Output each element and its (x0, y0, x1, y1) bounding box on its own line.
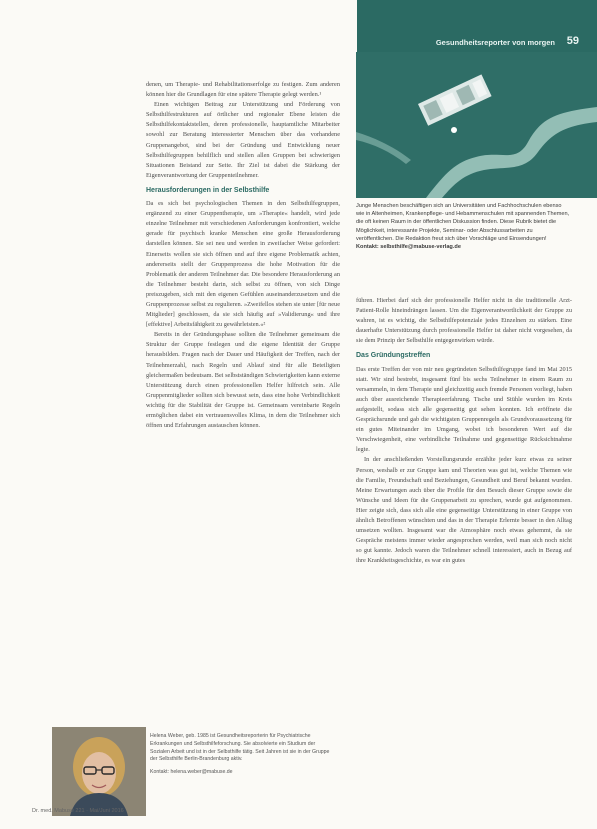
aerial-map-image (356, 52, 597, 198)
map-illustration (356, 52, 597, 198)
page-number: 59 (566, 35, 579, 47)
author-bio-text: Helena Weber, geb. 1985 ist Gesundheitsreporterin für Psychiatrische Erkrankungen und Selbsthilfeforschung. Sie absolvierte ein Studium der Sozialen Arbeit und ist in der Selbsthilfe tätig. Seit Jahren ist sie in der Gruppe der Selbsthilfe Berlin-Brandenburg aktiv. (150, 733, 330, 763)
paragraph: Das erste Treffen der von mir neu gegründeten Selbsthilfegruppe fand im Mai 2015 statt. Wir sind bestrebt, insgesamt fünf bis sechs Teilnehmer in einem Raum zu versammeln, in dem Therapie und gleichzeitig auch fremde Personen vorliegt, haben auch über ausreichende Therapieerfahrung. Tische und Stühle wurden im Kreis aufgestellt, sodass sich alle gegenseitig gut sehen konnten. Ich eröffnete die Gesprächsrunde und gab die wichtigsten Gruppenregeln als Grundvoraussetzung für ein gutes Miteinander im Umgang, wobei ich besonderen Wert auf die Verschwiegenheit, eine verbindliche Teilnahme und gegenseitige Rücksichtnahme legte. (356, 365, 572, 454)
header-band (357, 0, 597, 60)
paragraph: führen. Hierbei darf sich der professionelle Helfer nicht in die traditionelle Arzt-Patient-Rolle hineindrängen lassen. Um die Eigenverantwortlichkeit der Gruppe zu wahren, ist es wichtig, die Selbsthilfepotenziale jedes Einzelnen zu stärken. Eine dauerhafte Unterstützung durch professionelle Helfer ist daher nicht vorgesehen, da sie dem Prinzip der Selbsthilfe entgegenwirken würde. (356, 297, 572, 345)
page-footer: Dr. med. Mabuse 221 · Mai/Juni 2016 (32, 808, 124, 814)
paragraph: In der anschließenden Vorstellungsrunde erzählte jeder kurz etwas zu seiner Person, weshalb er zur Gruppe kam und Theorien was gut ist, welche Themen wie die Familie, Freundschaft und Beziehungen, Gesundheit und Beruf bekannt wurden. Meine Erwartungen auch über die Profile für den Besuch dieser Gruppe sowie die Wünsche und Ideen für die Gruppenarbeit zu sprechen, wurde gut aufgenommen. Hier zeigte sich, dass sich alle eine gegenseitige Unterstützung in einer Gruppe von ähnlich Betroffenen wünschten und das in der Therapie Erlernte besser in den Alltag umsetzen wollten. Insgesamt war die Atmosphäre noch etwas gehemmt, da sie Gespräche meistens immer wieder angesprochen werden, weil man sich noch nicht so gut kannte. Jedoch waren die Teilnehmer schnell interessiert, auch in Bezug auf ihre Krankheitsgeschichte, es war ein gutes (356, 456, 572, 565)
author-photo (52, 727, 146, 816)
caption-text: Junge Menschen beschäftigen sich an Universitäten und Fachhochschulen ebenso wie in Altenheimen, Krankenpflege- und Hebammenschulen mit spannenden Themen, die oft keinen Raum in der öffentlichen Diskussion finden. Diese Rubrik bietet die Möglichkeit, interessante Projekte, Seminar- oder Abschlussarbeiten zu veröffentlichen. Die Redaktion freut sich über Vorschläge und Einsendungen! (356, 203, 570, 242)
paragraph: Bereits in der Gründungsphase sollten die Teilnehmer gemeinsam die Struktur der Gruppe festlegen und die eigene Identität der Gruppe herausbilden. Fragen nach der Dauer und Häufigkeit der Treffen, nach der Teilnehmerzahl, nach Regeln und Ablauf sind für alle Beteiligten gleichermaßen bedeutsam. Bei selbstständigen Schwierigkeiten kann externe Unterstützung durch einen professionellen Helfer hilfreich sein. Alle Gruppenmitglieder sollten sich bewusst sein, dass eine hohe Verbindlichkeit wichtig für die Stabilität der Gruppe ist. Gemeinsam vereinbarte Regeln ermöglichen dabei ein vertrauensvolles Klima, in dem die Teilnehmer sich öffnen und Erfahrungen austauschen können. (146, 331, 340, 430)
section-label: Gesundheitsreporter von morgen (435, 38, 555, 47)
caption-contact: Kontakt: selbsthilfe@mabuse-verlag.de (356, 244, 461, 251)
author-contact: Kontakt: helena.weber@mabuse.de (150, 769, 233, 776)
author-bio (150, 733, 336, 777)
map-caption (356, 202, 570, 251)
author-portrait (52, 727, 146, 816)
paragraph: Da es sich bei psychologischen Themen in den Selbsthilfegruppen, ergänzend zu einer Gruppentherapie, um »Therapie« handelt, wird jede einzelne Teilnehmer mit verschiedenen Anforderungen konfrontiert, welche gerade für psychisch kranke Menschen eine große Herausforderung darstellen können. Sie sei neu und werden in zweifacher Weise gefordert: Einerseits wollen sie sich öffnen und auf ihre eigene Problematik achten, andererseits stellt der Gruppenprozess die hohe Motivation für die Problematik der anderen Teilnehmer dar. Die besondere Herausforderung an die Teilnehmer besteht darin, sich selbst zu öffnen, von sich Dinge preiszugeben, sich mit den eigenen Gefühlen auseinanderzusetzen und die Gruppenprozesse selbst zu regulieren. »Zweifellos stehen sie unter [für neue Mitglieder] geschlossen, da sie sich häufig auf »Validierung« und ihre [effektive] Arbeitsfähigkeit zu gewährleisten.«² (146, 200, 340, 329)
right-column (356, 296, 572, 566)
paragraph: denen, um Therapie- und Rehabilitationserfolge zu festigen. Zum anderen können hier die Grundlagen für eine spätere Therapie gelegt werden.¹ (146, 81, 340, 99)
section-heading: Herausforderungen in der Selbsthilfe (146, 186, 270, 194)
section-heading: Das Gründungstreffen (356, 352, 431, 360)
left-column (146, 80, 340, 431)
paragraph: Einen wichtigen Beitrag zur Unterstützung und Förderung von Selbsthilfestrukturen auf örtlicher und regionaler Ebene leisten die Selbsthilfekontaktstellen, deren professionelle, hauptamtliche Mitarbeiter sowohl zur Beratung interessierter Menschen über das vorhandene Gruppenangebot, sind bei der Gründung und Entwicklung neuer Selbsthilfegruppen behilflich und stellen allen Gruppen bei schwierigen Situationen Beistand zur Seite. Ihr Ziel ist dabei die Stärkung der Eigenverantwortung der Gruppenteilnehmer. (146, 101, 340, 179)
